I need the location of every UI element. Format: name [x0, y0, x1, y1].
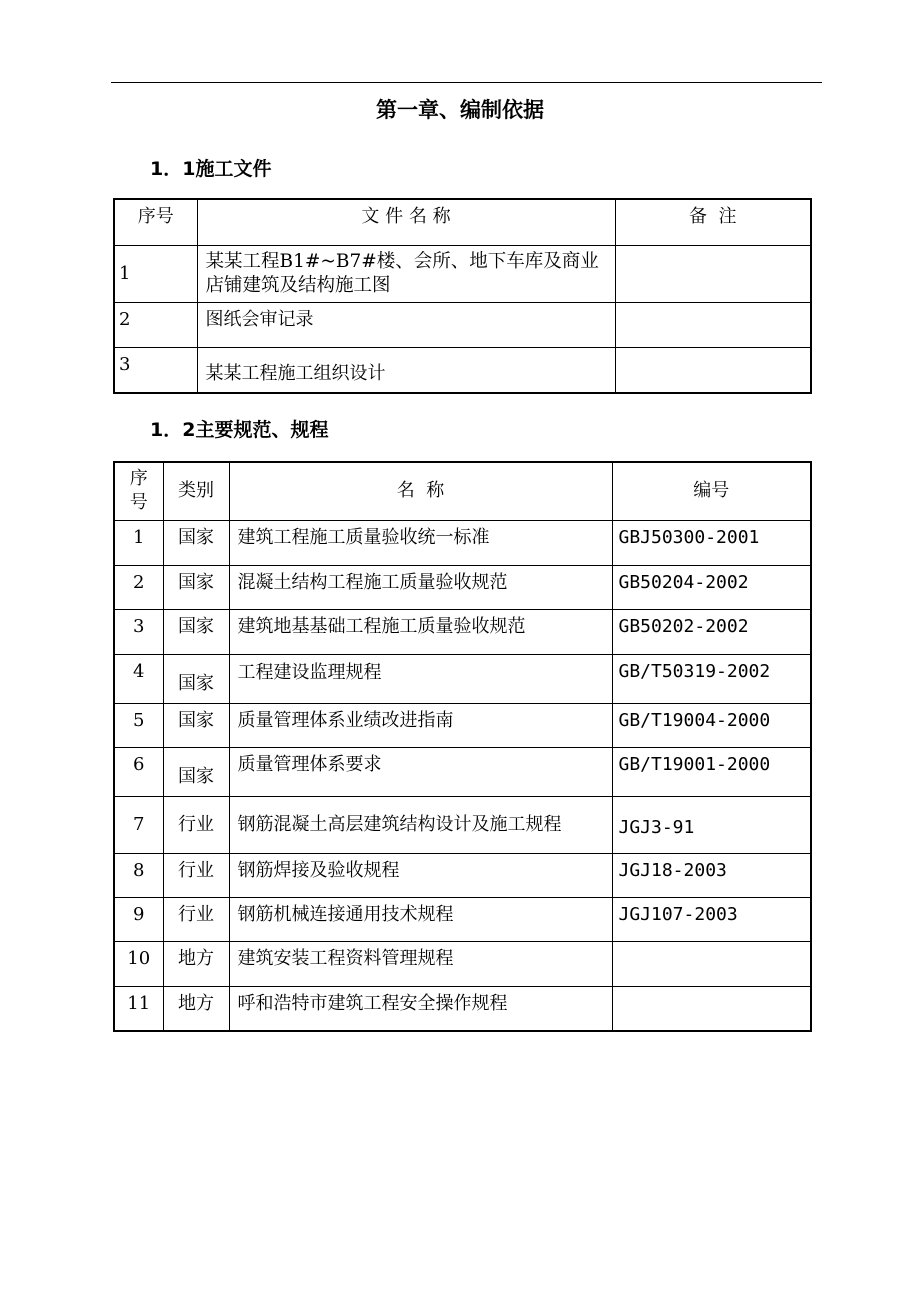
header-rule	[111, 82, 822, 83]
row-name: 质量管理体系要求	[229, 747, 612, 796]
row-name: 钢筋焊接及验收规程	[229, 853, 612, 897]
table-row	[114, 703, 811, 747]
row-code: GB50204-2002	[612, 565, 811, 609]
chapter-title: 第一章、编制依据	[376, 98, 544, 122]
row-code: GB/T50319-2002	[612, 654, 811, 703]
table-row	[114, 796, 811, 853]
row-seq: 4	[114, 654, 163, 703]
row-code	[612, 986, 811, 1031]
table-row	[114, 747, 811, 796]
row-category: 国家	[163, 565, 229, 609]
header-seq: 序号	[114, 199, 197, 245]
row-note	[615, 302, 811, 347]
table-row	[114, 986, 811, 1031]
row-seq: 1	[114, 520, 163, 565]
row-name: 工程建设监理规程	[229, 654, 612, 703]
table-header-row	[114, 199, 811, 245]
row-name: 质量管理体系业绩改进指南	[229, 703, 612, 747]
header-seq: 序号	[114, 462, 163, 520]
row-category: 国家	[163, 703, 229, 747]
row-seq: 10	[114, 941, 163, 986]
row-note	[615, 245, 811, 302]
header-name: 名 称	[229, 462, 612, 520]
row-category: 行业	[163, 853, 229, 897]
row-category: 国家	[163, 654, 229, 703]
table-row	[114, 609, 811, 654]
header-category: 类别	[163, 462, 229, 520]
row-name: 混凝土结构工程施工质量验收规范	[229, 565, 612, 609]
header-file-name: 文 件 名 称	[197, 199, 615, 245]
row-category: 国家	[163, 609, 229, 654]
row-file-name: 某某工程B1#~B7#楼、会所、地下车库及商业店铺建筑及结构施工图	[197, 245, 615, 302]
row-seq: 8	[114, 853, 163, 897]
row-note	[615, 347, 811, 393]
header-code: 编号	[612, 462, 811, 520]
table-row	[114, 853, 811, 897]
row-name: 建筑安装工程资料管理规程	[229, 941, 612, 986]
row-seq: 2	[114, 302, 197, 347]
table-header-row	[114, 462, 811, 520]
row-name: 钢筋混凝土高层建筑结构设计及施工规程	[229, 796, 612, 853]
row-code: JGJ107-2003	[612, 897, 811, 941]
table-row	[114, 245, 811, 302]
table-row	[114, 897, 811, 941]
row-code: GB/T19001-2000	[612, 747, 811, 796]
table-row	[114, 565, 811, 609]
row-code: GBJ50300-2001	[612, 520, 811, 565]
row-name: 钢筋机械连接通用技术规程	[229, 897, 612, 941]
construction-documents-table	[113, 198, 812, 394]
row-seq: 1	[114, 245, 197, 302]
table-row	[114, 520, 811, 565]
row-code: JGJ3-91	[612, 796, 811, 853]
row-name: 建筑地基基础工程施工质量验收规范	[229, 609, 612, 654]
section-heading-construction-documents: 1．1施工文件	[150, 158, 272, 180]
header-note: 备 注	[615, 199, 811, 245]
row-category: 行业	[163, 897, 229, 941]
row-name: 建筑工程施工质量验收统一标准	[229, 520, 612, 565]
section-heading-main-standards: 1．2主要规范、规程	[150, 419, 329, 441]
row-file-name: 某某工程施工组织设计	[197, 347, 615, 393]
table-row	[114, 654, 811, 703]
row-category: 国家	[163, 747, 229, 796]
row-category: 行业	[163, 796, 229, 853]
row-category: 地方	[163, 941, 229, 986]
standards-table	[113, 461, 812, 1032]
table-row	[114, 347, 811, 393]
table-row	[114, 302, 811, 347]
row-seq: 11	[114, 986, 163, 1031]
row-file-name: 图纸会审记录	[197, 302, 615, 347]
row-code: GB50202-2002	[612, 609, 811, 654]
row-seq: 3	[114, 347, 197, 393]
row-seq: 6	[114, 747, 163, 796]
row-seq: 2	[114, 565, 163, 609]
row-code: GB/T19004-2000	[612, 703, 811, 747]
row-code: JGJ18-2003	[612, 853, 811, 897]
row-seq: 5	[114, 703, 163, 747]
row-seq: 9	[114, 897, 163, 941]
row-name: 呼和浩特市建筑工程安全操作规程	[229, 986, 612, 1031]
row-code	[612, 941, 811, 986]
row-category: 国家	[163, 520, 229, 565]
row-category: 地方	[163, 986, 229, 1031]
row-seq: 7	[114, 796, 163, 853]
row-seq: 3	[114, 609, 163, 654]
table-row	[114, 941, 811, 986]
